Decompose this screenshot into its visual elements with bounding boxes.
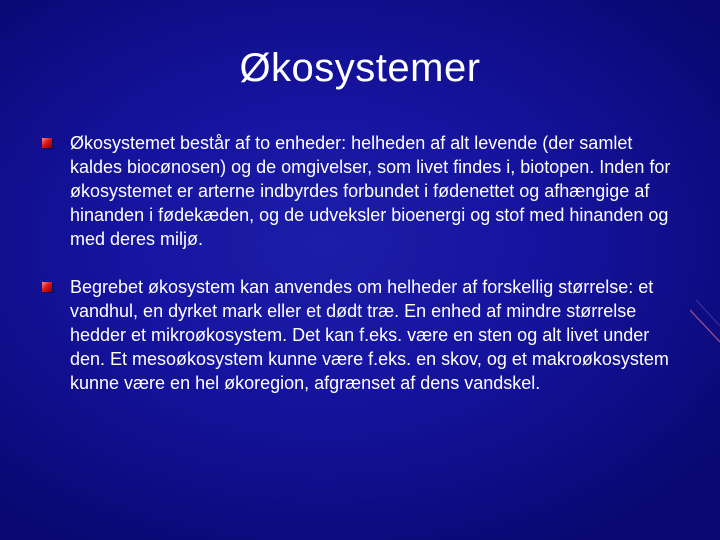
bullet-item	[42, 275, 682, 395]
slide-title: Økosystemer	[239, 46, 481, 90]
bullet-item	[42, 131, 682, 251]
bullet-text: Økosystemet består af to enheder: helheden af alt levende (der samlet kaldes biocønosen) og de omgivelser, som livet findes i, biotopen. Inden for økosystemet er arterne indbyrdes forbundet i fødenettet og afhængige af hinanden i fødekæden, og de udveksler bioenergi og stof med hinanden og med deres miljø.	[70, 133, 671, 249]
bullet-list	[42, 131, 682, 419]
decorative-line	[690, 300, 720, 360]
bullet-text: Begrebet økosystem kan anvendes om helheder af forskellig størrelse: et vandhul, en dyrket mark eller et dødt træ. En enhed af mindre størrelse hedder et mikroøkosystem. Det kan f.eks. være en sten og alt livet under den. Et mesoøkosystem kunne være f.eks. en skov, og et makroøkosystem kunne være en hel økoregion, afgrænset af dens vandskel.	[70, 277, 669, 393]
square-bullet-icon	[42, 138, 52, 148]
square-bullet-icon	[42, 282, 52, 292]
